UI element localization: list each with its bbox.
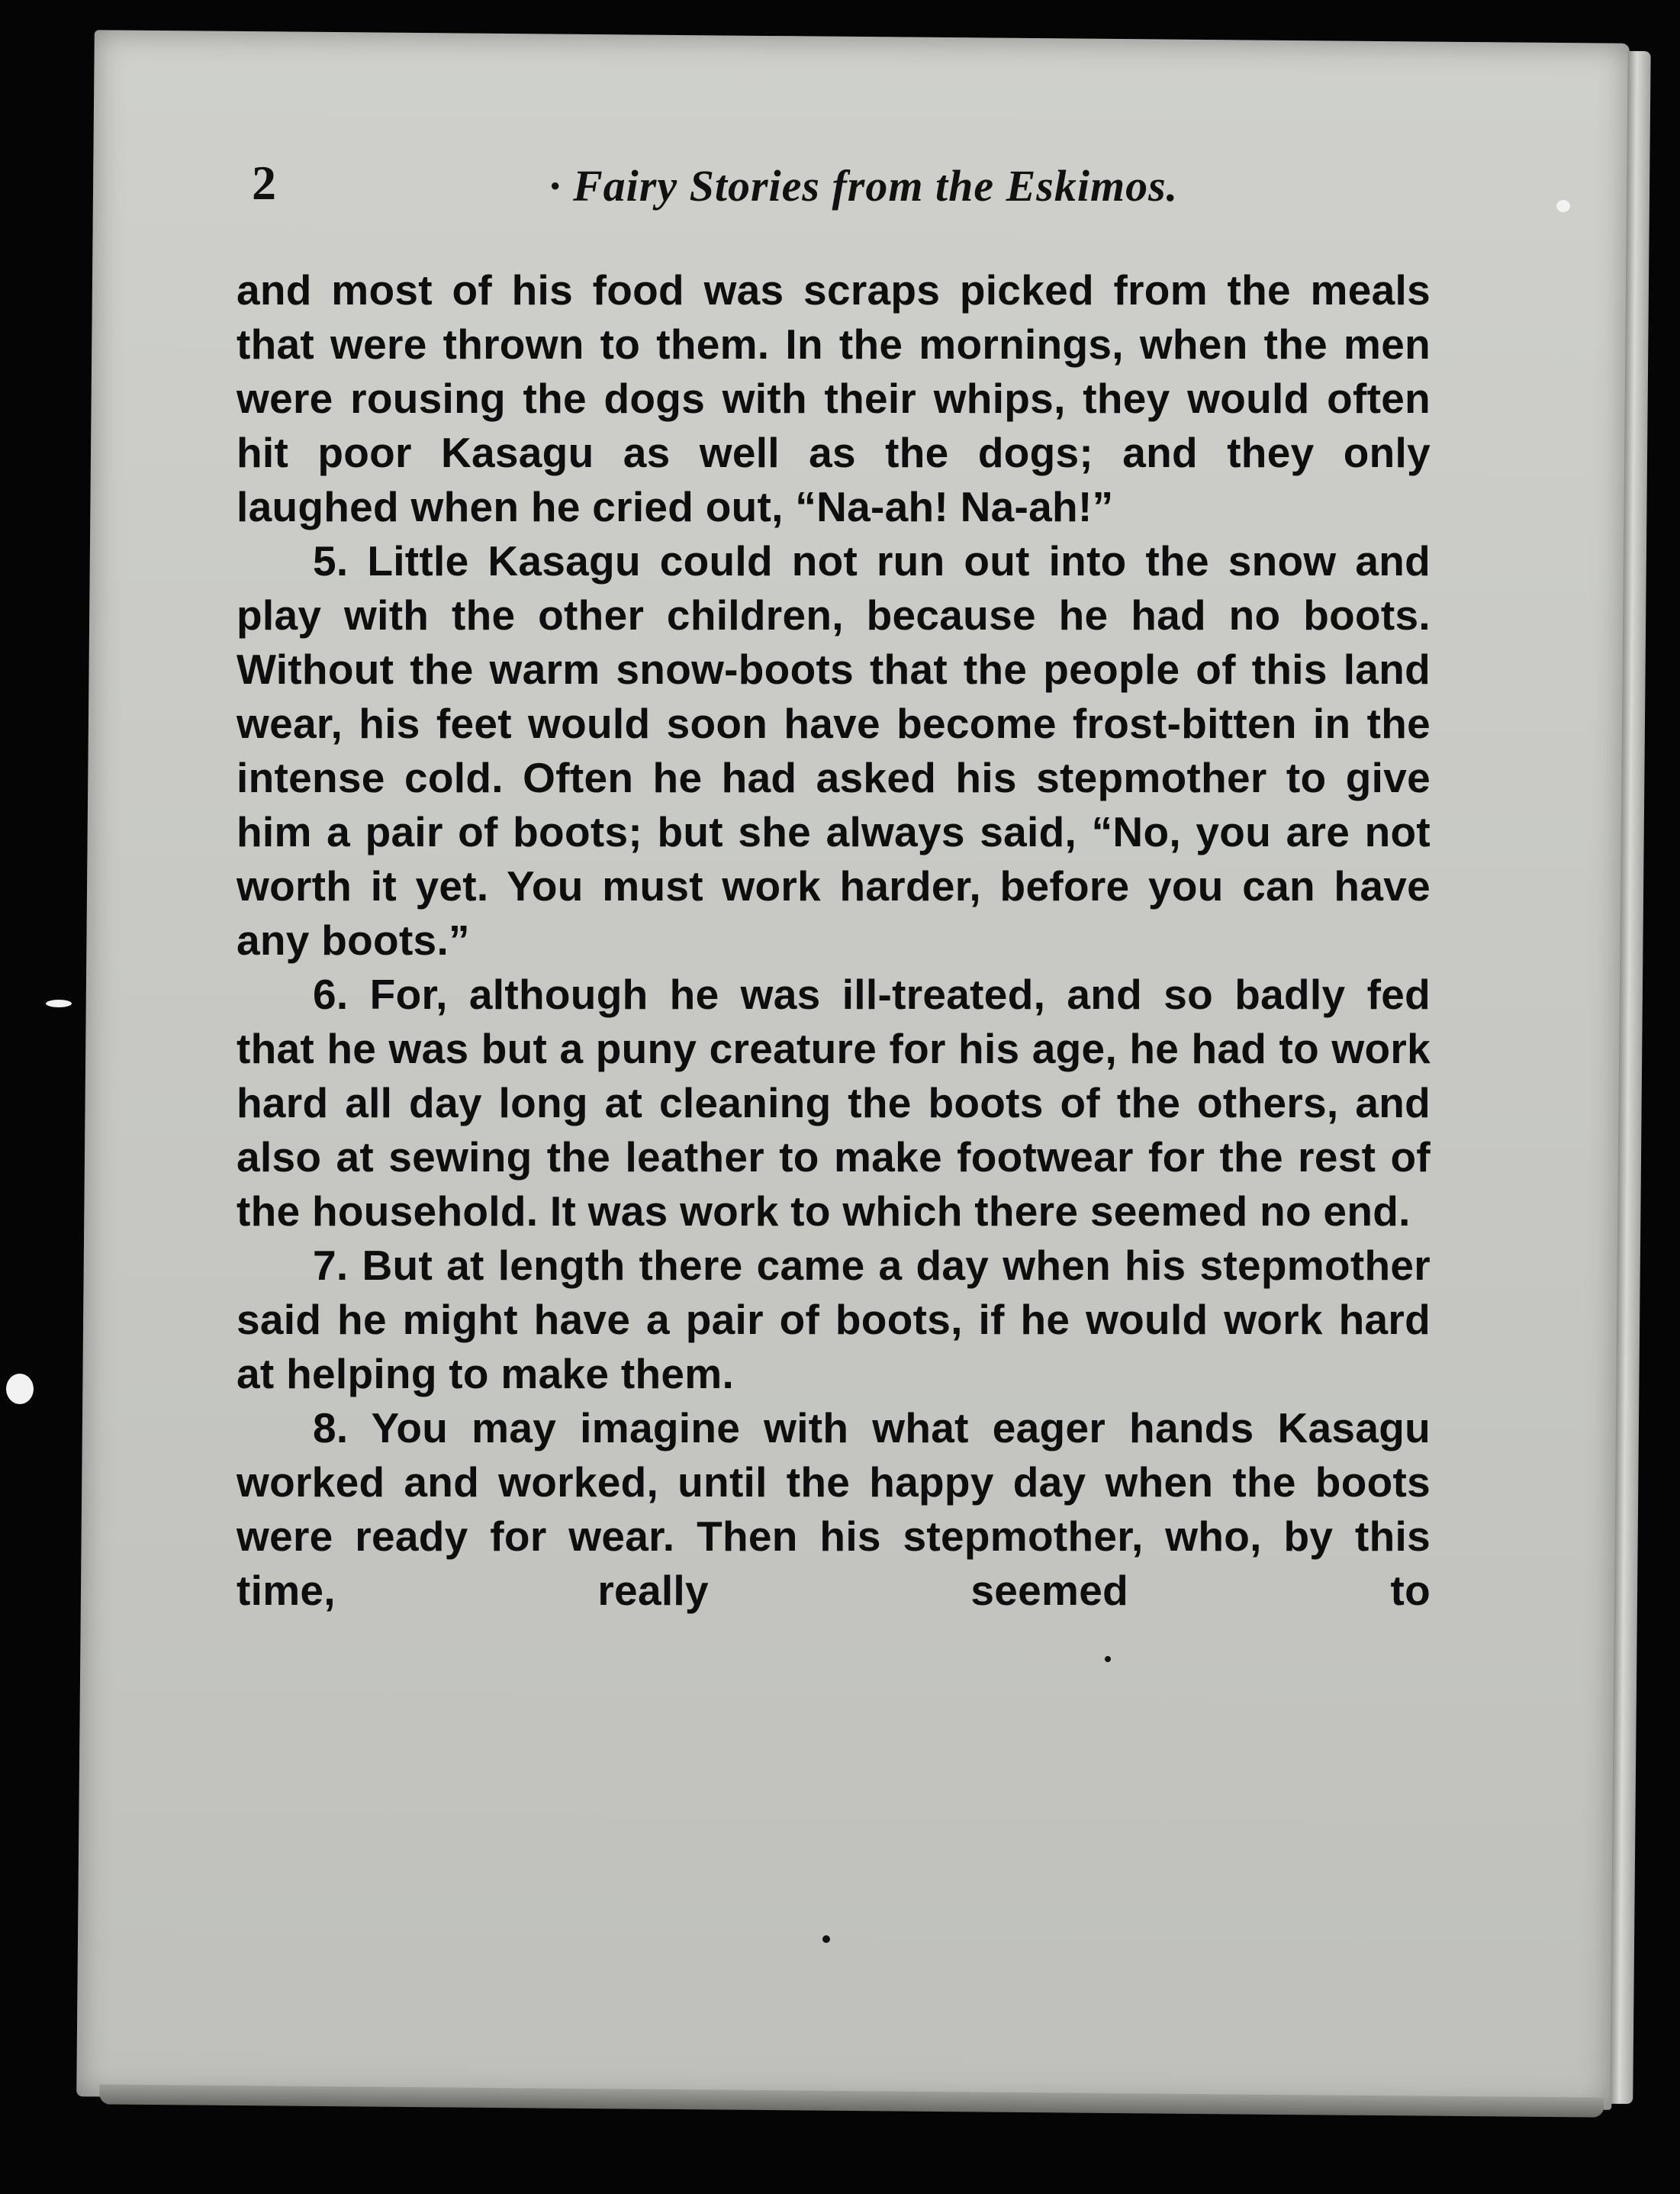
paragraph-7: 7. But at length there came a day when his stepmother said he might have a pair of boots, if he would work hard at helping to make them. bbox=[237, 1242, 1431, 1397]
running-title: · Fairy Stories from the Eskimos. bbox=[549, 161, 1179, 211]
page-number: 2 bbox=[252, 156, 276, 210]
paragraph-6: 6. For, although he was ill-treated, and so badly fed that he was but a puny creature for his age, he had to work hard all day long at cleaning the boots of the others, and also at sewing the leather to make footwear for the rest of the household. It was work to which there seemed no end. bbox=[237, 971, 1431, 1235]
scan-dot bbox=[1105, 1656, 1111, 1662]
scan-speck bbox=[6, 1374, 34, 1404]
paragraph-8: 8. You may imagine with what eager hands Kasagu worked and worked, until the happy day when the boots were ready for wear. Then his stepmother, who, by this time, really seemed to bbox=[237, 1404, 1431, 1614]
paragraph-continued: and most of his food was scraps picked from the meals that were thrown to them. In the mornings, when the men were rousing the dogs with their whips, they would often hit poor Kasagu as well as the dogs; and they only laughed when he cried out, “Na-ah! Na-ah!” bbox=[237, 266, 1431, 530]
body-text bbox=[237, 263, 1431, 1618]
scan-speck bbox=[46, 1000, 72, 1007]
page-edge bbox=[1610, 51, 1650, 2104]
paragraph-5: 5. Little Kasagu could not run out into the snow and play with the other children, because he had no boots. Without the warm snow-boots that the people of this land wear, his feet would soon have become frost-bitten in the intense cold. Often he had asked his stepmother to give him a pair of boots; but she always said, “No, you are not worth it yet. You must work harder, before you can have any boots.” bbox=[237, 537, 1431, 964]
scan-speck bbox=[1556, 200, 1570, 212]
running-head bbox=[252, 149, 1549, 225]
page-bottom-edge bbox=[99, 2084, 1604, 2117]
scan-dot bbox=[822, 1935, 830, 1943]
